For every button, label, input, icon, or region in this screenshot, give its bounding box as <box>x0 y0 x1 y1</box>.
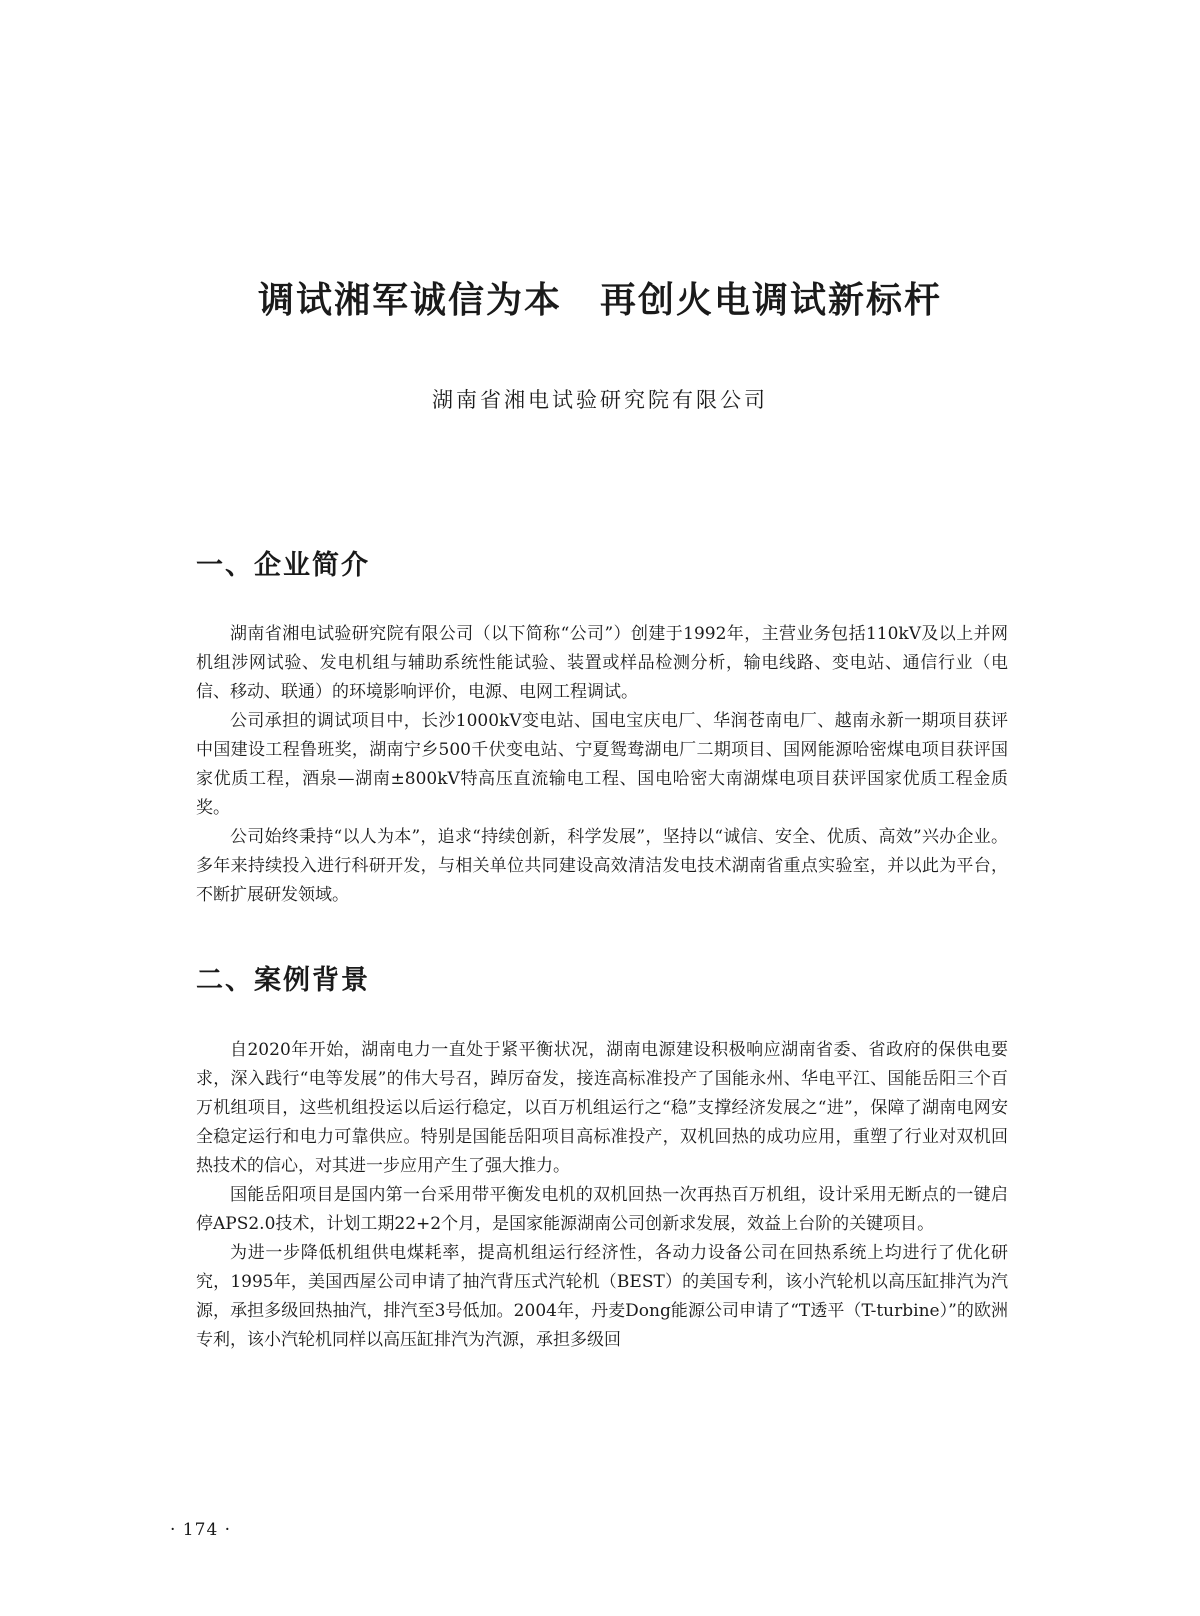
paragraph: 湖南省湘电试验研究院有限公司（以下简称“公司”）创建于1992年，主营业务包括110kV及以上并网机组涉网试验、发电机组与辅助系统性能试验、装置或样品检测分析，输电线路、变电站、通信行业（电信、移动、联通）的环境影响评价，电源、电网工程调试。 <box>196 624 1008 702</box>
paragraph: 公司始终秉持“以人为本”，追求“持续创新，科学发展”，坚持以“诚信、安全、优质、高效”兴办企业。多年来持续投入进行科研开发，与相关单位共同建设高效清洁发电技术湖南省重点实验室，并以此为平台，不断扩展研发领域。 <box>196 827 1008 905</box>
paragraph: 公司承担的调试项目中，长沙1000kV变电站、国电宝庆电厂、华润苍南电厂、越南永新一期项目获评中国建设工程鲁班奖，湖南宁乡500千伏变电站、宁夏鸳鸯湖电厂二期项目、国网能源哈密煤电项目获评国家优质工程，酒泉—湖南±800kV特高压直流输电工程、国电哈密大南湖煤电项目获评国家优质工程金质奖。 <box>196 711 1008 818</box>
section-heading-intro: 一、企业简介 <box>196 550 370 581</box>
page-number: · 174 · <box>170 1520 232 1540</box>
paragraph: 自2020年开始，湖南电力一直处于紧平衡状况，湖南电源建设积极响应湖南省委、省政府的保供电要求，深入践行“电等发展”的伟大号召，踔厉奋发，接连高标准投产了国能永州、华电平江、国能岳阳三个百万机组项目，这些机组投运以后运行稳定，以百万机组运行之“稳”支撑经济发展之“进”，保障了湖南电网安全稳定运行和电力可靠供应。特别是国能岳阳项目高标准投产，双机回热的成功应用，重塑了行业对双机回热技术的信心，对其进一步应用产生了强大推力。 <box>196 1040 1008 1176</box>
section-background-body <box>196 1036 1008 1355</box>
page-subtitle: 湖南省湘电试验研究院有限公司 <box>432 388 768 412</box>
section-heading-1-wrap <box>196 543 996 582</box>
page-title: 调试湘军诚信为本 再创火电调试新标杆 <box>257 280 942 321</box>
paragraph: 国能岳阳项目是国内第一台采用带平衡发电机的双机回热一次再热百万机组，设计采用无断点的一键启停APS2.0技术，计划工期22+2个月，是国家能源湖南公司创新求发展，效益上台阶的关键项目。 <box>196 1185 1008 1234</box>
section-heading-2-wrap <box>196 958 996 997</box>
section-intro-body <box>196 620 1008 910</box>
paragraph: 为进一步降低机组供电煤耗率，提高机组运行经济性，各动力设备公司在回热系统上均进行了优化研究，1995年，美国西屋公司申请了抽汽背压式汽轮机（BEST）的美国专利，该小汽轮机以高压缸排汽为汽源，承担多级回热抽汽，排汽至3号低加。2004年，丹麦Dong能源公司申请了“T透平（T-turbine）”的欧洲专利，该小汽轮机同样以高压缸排汽为汽源，承担多级回 <box>196 1243 1008 1350</box>
section-heading-background: 二、案例背景 <box>196 965 370 996</box>
